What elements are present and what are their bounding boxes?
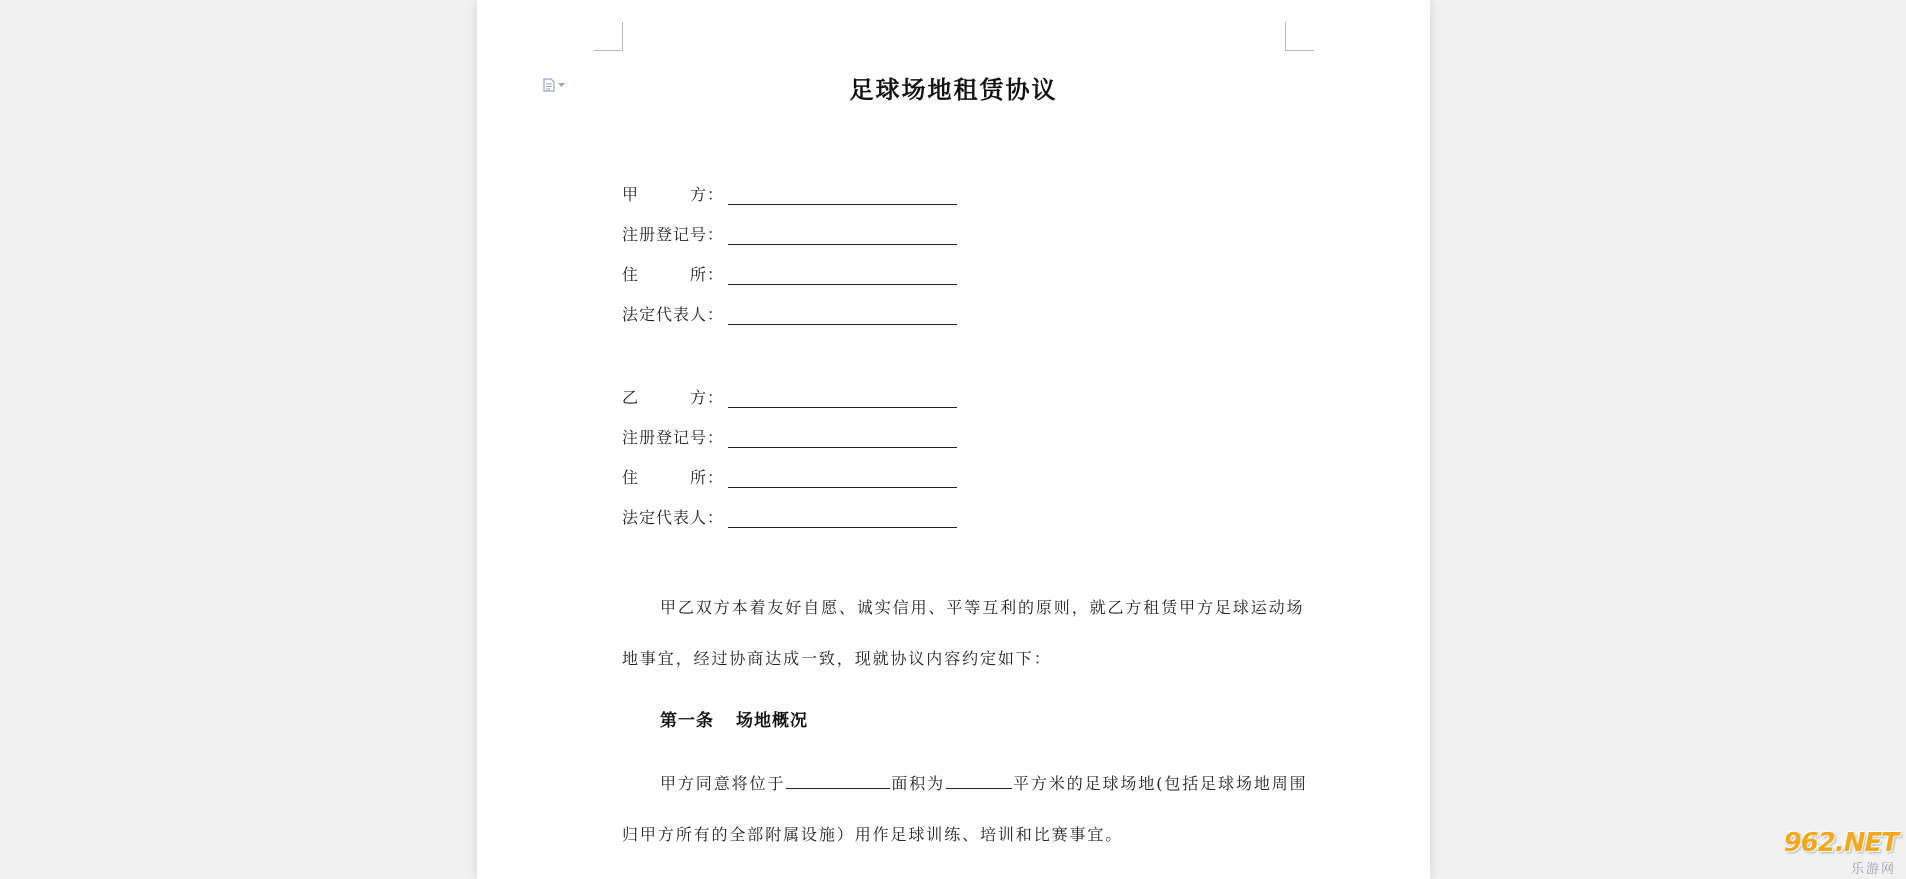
label-char: 方 (689, 185, 707, 204)
label-colon: ： (706, 185, 724, 204)
label-colon: ： (706, 388, 724, 407)
watermark-subtitle: 乐游网 (1850, 862, 1896, 877)
field-label (622, 182, 724, 205)
field-label (622, 262, 724, 285)
label-char: 甲 (622, 185, 640, 204)
article-heading-text: 场地概况 (736, 711, 808, 731)
fill-in-blank[interactable] (728, 182, 957, 205)
article-text: 甲方同意将位于 (660, 774, 786, 793)
label-colon: ： (707, 305, 725, 324)
label-text: 法定代表人 (622, 508, 708, 527)
label-char: 方 (689, 388, 707, 407)
area-blank[interactable] (946, 770, 1012, 789)
label-colon: ： (706, 265, 724, 284)
label-char: 住 (622, 265, 640, 284)
label-char: 所 (689, 265, 707, 284)
margin-corner-top-left (594, 22, 623, 51)
field-label (622, 222, 724, 245)
fill-in-blank[interactable] (728, 385, 957, 408)
party-b-section (622, 368, 1022, 528)
fill-in-blank[interactable] (728, 425, 957, 448)
fill-in-blank[interactable] (728, 262, 957, 285)
label-text: 注册登记号 (622, 428, 708, 447)
label-colon: ： (707, 508, 725, 527)
document-page (477, 0, 1430, 879)
label-colon: ： (707, 428, 725, 447)
label-text: 法定代表人 (622, 305, 708, 324)
field-label (622, 385, 724, 408)
label-colon: ： (706, 468, 724, 487)
party-b-registration-field (622, 408, 1022, 448)
fill-in-blank[interactable] (728, 505, 957, 528)
margin-corner-top-right (1285, 22, 1314, 51)
article-text: 平方米的足球场地(包括足球场地周围归甲方所有的全部附属设施）用作足球训练、培训和比赛事宜。 (622, 774, 1308, 844)
location-blank[interactable] (786, 770, 890, 789)
article-text: 面积为 (891, 774, 946, 793)
party-b-representative-field (622, 488, 1022, 528)
party-b-address-field (622, 448, 1022, 488)
field-label (622, 302, 724, 325)
fill-in-blank[interactable] (728, 222, 957, 245)
field-label (622, 505, 724, 528)
label-text: 注册登记号 (622, 225, 708, 244)
fill-in-blank[interactable] (728, 302, 957, 325)
party-a-section (622, 165, 1022, 325)
label-colon: ： (707, 225, 725, 244)
party-a-representative-field (622, 285, 1022, 325)
field-label (622, 465, 724, 488)
fill-in-blank[interactable] (728, 465, 957, 488)
intro-paragraph (622, 582, 1322, 684)
label-char: 乙 (622, 388, 640, 407)
field-label (622, 425, 724, 448)
document-title: 足球场地租赁协议 (849, 75, 1058, 104)
party-a-name-field (622, 165, 1022, 205)
label-char: 所 (689, 468, 707, 487)
article-1-heading (660, 706, 808, 731)
party-b-name-field (622, 368, 1022, 408)
party-a-registration-field (622, 205, 1022, 245)
label-char: 住 (622, 468, 640, 487)
site-watermark-logo (1768, 826, 1906, 879)
party-a-address-field (622, 245, 1022, 285)
article-1-paragraph (622, 758, 1322, 860)
intro-text: 甲乙双方本着友好自愿、诚实信用、平等互利的原则，就乙方租赁甲方足球运动场地事宜，经过协商达成一致，现就协议内容约定如下： (622, 598, 1305, 668)
article-number: 第一条 (660, 711, 714, 731)
watermark-brand: 962.NET (1783, 828, 1898, 858)
